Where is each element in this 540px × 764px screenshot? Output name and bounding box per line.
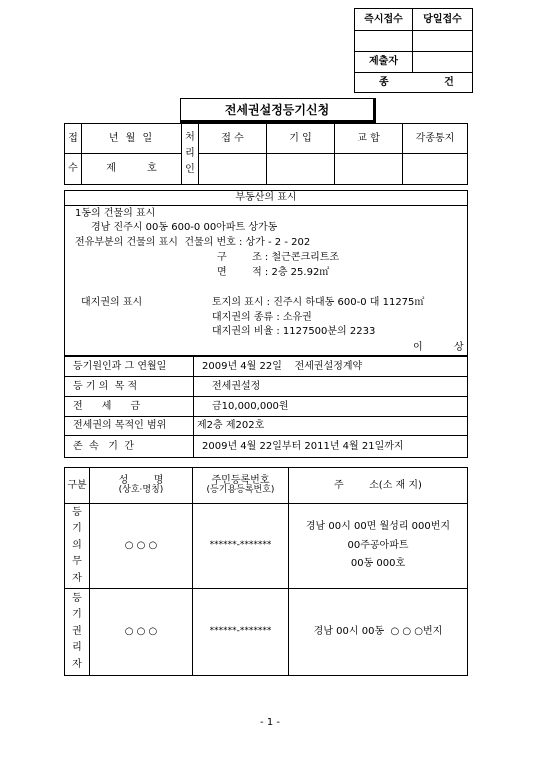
immediate-receipt-label: 즉시접수	[355, 9, 413, 31]
col-entry: 기 입	[267, 124, 335, 154]
obligee-id: ******-*******	[193, 589, 289, 676]
col-notice: 각종통지	[403, 124, 468, 154]
obligee-name: ○ ○ ○	[90, 589, 193, 676]
total-count-label: 종 건	[355, 73, 473, 93]
unit-area: 면 적 : 2층 25.92㎡	[217, 267, 330, 278]
detail-cause-value: 2009년 4월 22일 전세권설정계약	[194, 357, 468, 377]
property-footer-a: 이	[413, 342, 423, 353]
detail-cause-label: 등기원인과 그 연월일	[65, 357, 194, 377]
reception-number-field: 제 호	[82, 154, 182, 185]
obligor-id: ******-*******	[193, 504, 289, 589]
processor-label: 처 리 인	[182, 124, 199, 185]
detail-term-value: 2009년 4월 22일부터 2011년 4월 21일까지	[194, 436, 468, 458]
obligee-label: 등 기 권 리 자	[65, 589, 90, 676]
land-rights-heading: 대지권의 표시	[81, 297, 143, 308]
obligor-label: 등 기 의 무 자	[65, 504, 90, 589]
unit-structure: 구 조 : 철근콘크리트조	[217, 252, 340, 263]
form-title: 전세권설정등기신청	[224, 103, 330, 117]
obligee-address: 경남 00시 00동 ○ ○ ○번지	[289, 589, 468, 676]
detail-deposit-value: 금10,000,000원	[194, 397, 468, 417]
reception-date-field: 년 월 일	[82, 124, 182, 154]
detail-purpose-label: 등 기 의 목 적	[65, 377, 194, 397]
page-number: - 1 -	[260, 717, 280, 728]
reception-jeop: 접	[65, 124, 82, 154]
form-title-box	[180, 98, 376, 123]
property-footer-b: 상	[454, 342, 464, 353]
parties-col-category: 구분	[65, 468, 90, 504]
parties-col-name: 성 명 (상호·명칭)	[90, 468, 193, 504]
receipt-box	[354, 8, 473, 93]
obligor-name: ○ ○ ○	[90, 504, 193, 589]
land-description: 토지의 표시 : 진주시 하대동 600-0 대 11275㎡	[212, 297, 425, 308]
submitter-label: 제출자	[355, 52, 413, 73]
col-receipt: 접 수	[199, 124, 267, 154]
parties-table	[64, 467, 468, 676]
unit-number: 전유부분의 건물의 표시 건물의 번호 : 상가 - 2 - 202	[75, 237, 311, 248]
building-address: 경남 진주시 00동 600-0 00아파트 상가동	[91, 222, 278, 233]
property-section	[64, 190, 468, 356]
land-right-ratio: 대지권의 비율 : 1127500분의 2233	[212, 326, 376, 337]
reception-table	[64, 123, 468, 185]
detail-deposit-label: 전 세 금	[65, 397, 194, 417]
building-heading: 1동의 건물의 표시	[75, 208, 156, 219]
col-verify: 교 합	[335, 124, 403, 154]
detail-purpose-value: 전세권설정	[194, 377, 468, 397]
parties-col-address: 주 소(소 재 지)	[289, 468, 468, 504]
property-header: 부동산의 표시	[65, 191, 467, 206]
land-right-type: 대지권의 종류 : 소유권	[212, 312, 312, 323]
detail-term-label: 존 속 기 간	[65, 436, 194, 458]
obligor-address: 경남 00시 00면 월성리 000번지 00주공아파트 00동 000호	[289, 504, 468, 589]
detail-scope-label: 전세권의 목적인 범위	[65, 417, 194, 436]
parties-col-id: 주민등록번호 (등기용등록번호)	[193, 468, 289, 504]
detail-scope-value: 제2층 제202호	[194, 417, 468, 436]
reception-su: 수	[65, 154, 82, 185]
registration-details	[64, 356, 468, 458]
same-day-receipt-label: 당일접수	[413, 9, 473, 31]
